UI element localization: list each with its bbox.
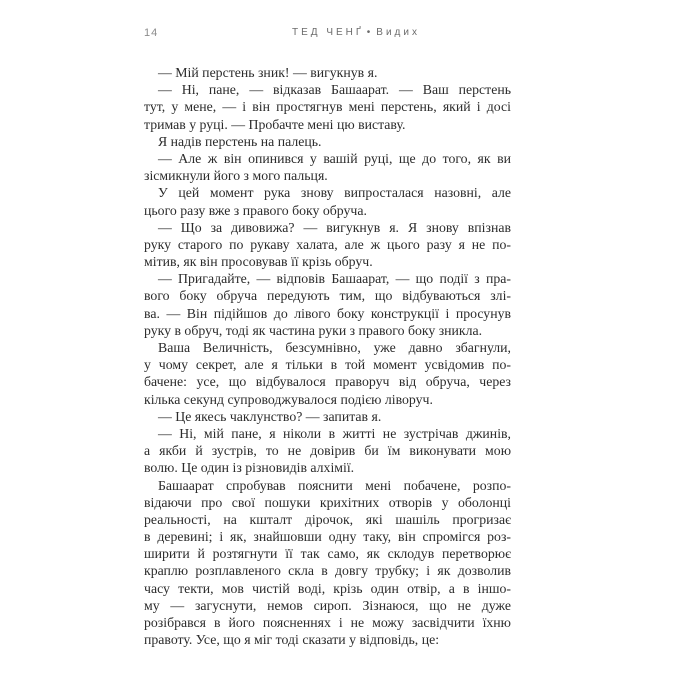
text-line: Башаарат спробував пояснити мені побачене, розпо-	[158, 477, 511, 493]
text-line: Я надів перстень на палець.	[158, 133, 322, 149]
text-line: ширити й розтягнути її так само, як склодув перетворює	[144, 546, 511, 562]
text-line: часу текти, мов чистій воді, крізь один отвір, а в іншо-	[144, 580, 511, 596]
text-line: відаючи про свої пошуки крихітних отворів у оболонці	[144, 494, 511, 510]
paragraph	[144, 425, 511, 477]
text-line: цього разу вже з правого боку обруча.	[144, 202, 367, 218]
text-line: кілька секунд супроводжувалося подією ліворуч.	[144, 391, 433, 407]
text-line: бачене: усе, що відбувалося праворуч від обруча, через	[144, 374, 511, 390]
header-book-title: Видих	[376, 27, 420, 38]
text-line: вого боку обруча передують тим, що відбуваються злі-	[144, 288, 511, 304]
page-number: 14	[144, 27, 159, 39]
text-line: — Це якесь чаклунство? — запитав я.	[158, 408, 382, 424]
header-author: ТЕД ЧЕНҐ	[292, 27, 364, 38]
paragraph	[144, 81, 511, 133]
text-line: мітив, як він просовував її крізь обруч.	[144, 254, 373, 270]
text-line: У цей момент рука знову випросталася назовні, але	[158, 185, 511, 201]
paragraph	[144, 477, 511, 649]
text-line: розібрався в його поясненнях і не можу засвідчити їхню	[144, 615, 511, 630]
text-line: — Що за дивовижа? — вигукнув я. Я знову впізнав	[158, 219, 511, 235]
text-line: — Мій перстень зник! — вигукнув я.	[158, 65, 378, 80]
paragraph	[144, 270, 511, 339]
header-separator-dot: •	[366, 27, 371, 38]
text-line: — Ні, мій пане, я ніколи в житті не зустрічав джинів,	[158, 425, 511, 441]
text-line: Ваша Величність, безсумнівно, уже давно збагнули,	[158, 340, 511, 355]
running-header	[0, 27, 700, 41]
header-title	[292, 27, 420, 38]
text-line: — Пригадайте, — відповів Башаарат, — що події з пра-	[158, 271, 511, 287]
text-line: руку старого по рукаву халата, але ж цього разу я не по-	[144, 236, 511, 252]
text-line: в деревині; і як, знайшовши одну таку, він спромігся роз-	[144, 529, 511, 545]
text-line: волю. Це один із різновидів алхімії.	[144, 460, 355, 476]
text-line: — Ні, пане, — відказав Башаарат. — Ваш перстень	[158, 82, 511, 98]
text-line: тут, у мене, — і він простягнув мені перстень, який і досі	[144, 99, 511, 115]
text-line: зісмикнули його з мого пальця.	[144, 168, 328, 184]
text-line: ва. — Він підійшов до лівого боку конструкції і просунув	[144, 305, 511, 321]
text-line: у чому секрет, але я тільки в той момент усвідомив по-	[144, 357, 511, 373]
paragraph	[144, 133, 511, 150]
text-line: руку в обруч, тоді як частина руки з правого боку зникла.	[144, 322, 483, 338]
text-line: — Але ж він опинився у вашій руці, ще до того, як ви	[158, 150, 511, 166]
paragraph	[144, 150, 511, 184]
paragraph	[144, 64, 511, 81]
paragraph	[144, 184, 511, 218]
paragraph	[144, 339, 511, 408]
text-line: му — загуснути, немов сироп. Зізнаюся, що не дуже	[144, 597, 511, 613]
text-line: реальності, на кшталт дірочок, які шашіль прогризає	[144, 511, 511, 527]
text-block	[144, 64, 511, 648]
text-line: краплю розплавленого скла в довгу трубку; і як дозволив	[144, 563, 511, 579]
paragraph	[144, 408, 511, 425]
text-line: а якби й зустрів, то не довірив би їм виконувати мою	[144, 443, 511, 459]
text-line: тримав у руці. — Пробачте мені цю виставу.	[144, 116, 406, 132]
paragraph	[144, 219, 511, 271]
text-line: правоту. Усе, що я міг тоді сказати у відповідь, це:	[144, 632, 440, 648]
